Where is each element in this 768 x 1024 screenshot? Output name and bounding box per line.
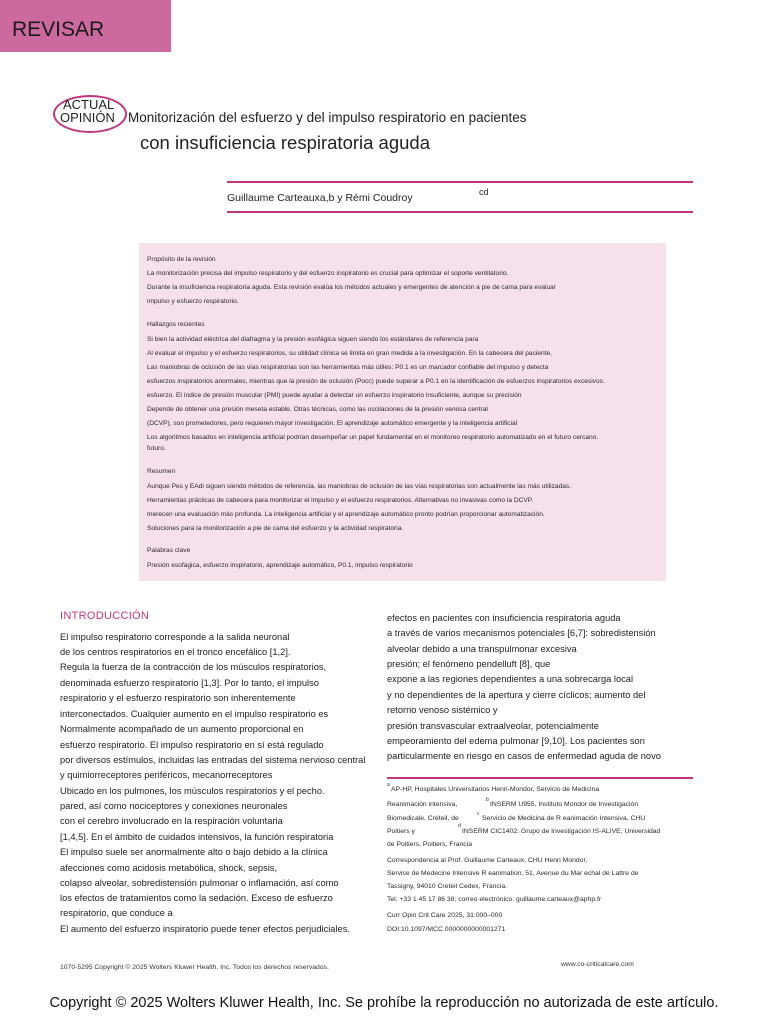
body-line: esfuerzo respiratorio. El impulso respiratorio en sí está regulado	[60, 740, 324, 750]
abstract-line: esfuerzo. El índice de presión muscular (PMI) puede ayudar a detectar un esfuerzo inspiratorio insuficiente, aunque su precisión	[147, 392, 522, 399]
aff-line: Reanimación intensiva,	[387, 801, 458, 808]
doi: DOI:10.1097/MCC.0000000000001271	[387, 926, 506, 933]
copyright-notice: Copyright © 2025 Wolters Kluwer Health, Inc. Se prohíbe la reproducción no autorizada de este artículo.	[49, 995, 719, 1011]
abstract-line: Soluciones para la monitorización a pie de cama del esfuerzo y la actividad respiratoria.	[147, 525, 404, 532]
aff-sup-c: c	[477, 811, 480, 817]
body-line: y no dependientes de la apertura y cierre cíclicos; aumento del	[387, 690, 646, 700]
body-line: retorno venoso sistémico y	[387, 705, 498, 715]
body-line: colapso alveolar, sobredistensión pulmonar o inflamación, así como	[60, 878, 339, 888]
aff-line: de Poitiers, Poitiers, Francia	[387, 841, 472, 848]
abstract-heading-summary: Resumen	[147, 468, 176, 475]
body-line: afecciones como acidosis metabólica, shock, sepsis,	[60, 863, 278, 873]
body-line: de los centros respiratorios en el tronco encefálico [1,2].	[60, 647, 291, 657]
affiliation-rule	[387, 777, 693, 779]
abstract-line: impulso y esfuerzo respiratorio.	[147, 298, 239, 305]
abstract-line: Herramientas prácticas de cabecera para monitorizar el impulso y el esfuerzo respiratorios. Alternativas no invasivas como la DCVP.	[147, 497, 534, 504]
body-line: particularmente en riesgo en casos de enfermedad aguda de novo	[387, 751, 661, 761]
aff-sup-d: d	[458, 823, 461, 829]
body-line: denominada esfuerzo respiratorio [1,3]. Por lo tanto, el impulso	[60, 678, 319, 688]
body-line: respiratorio y el esfuerzo respiratorio son inherentemente	[60, 693, 296, 703]
body-line: interconectados. Cualquier aumento en el impulso respiratorio es	[60, 709, 329, 719]
author-rule-top	[227, 181, 693, 183]
journal-citation: Curr Opin Crit Care 2025, 31:000–000	[387, 912, 503, 919]
correspondence-line: Tassigny, 94010 Creteil Cedex, Francia.	[387, 883, 508, 890]
aff-line: Poitiers y	[387, 828, 415, 835]
correspondence-email: Tel: +33 1 45 17 86 38; correo electrónico: guillaume.carteaux@aphp.fr	[387, 896, 602, 903]
body-line: pared, así como nociceptores y conexiones neuronales	[60, 801, 288, 811]
body-line: a través de varios mecanismos potenciales [6,7]: sobredistensión	[387, 628, 656, 638]
abstract-line: Depende de obtener una presión meseta estable. Otras técnicas, como las oscilaciones de la presión venosa central	[147, 406, 488, 413]
footer-url[interactable]: www.co-criticalcare.com	[561, 961, 634, 968]
aff-line: Servicio de Medicina de R eanimación Intensiva, CHU	[482, 815, 646, 822]
body-line: presión; el fenómeno pendelluft [8], que	[387, 659, 551, 669]
abstract-line: Los algoritmos basados en inteligencia artificial podrían desempeñar un papel fundamental en el monitoreo respiratorio automatizado en el futuro cercano.	[147, 434, 599, 441]
abstract-line: La monitorización precisa del impulso respiratorio y del esfuerzo inspiratorio es crucial para optimizar el soporte ventilatorio.	[147, 270, 509, 277]
footer-issn: 1070-5295 Copyright © 2025 Wolters Kluwer Health, Inc. Todos los derechos reservados.	[60, 964, 329, 971]
body-line: El impulso suele ser anormalmente alto o bajo debido a la clínica	[60, 847, 328, 857]
body-line: con el cerebro involucrado en la respiración voluntaria	[60, 816, 283, 826]
body-line: alveolar debido a una transpulmonar excesiva	[387, 644, 577, 654]
abstract-box	[139, 243, 666, 581]
abstract-line: esfuerzos inspiratorios anormales, mientras que la presión de oclusión (Pocc) puede superar a P0.1 en la identificación de esfuerzos inspiratorios excesivos.	[147, 378, 605, 385]
aff-line: Biomedicale, Créteil, de	[387, 815, 459, 822]
aff-line: INSERM CIC1402, Grupo de Investigación IS-ALIVE, Universidad	[462, 828, 661, 835]
body-line: los efectos de tratamientos como la sedación. Exceso de esfuerzo	[60, 893, 333, 903]
logo-line-1: ACTUAL	[63, 97, 115, 112]
abstract-heading-purpose: Propósito de la revisión	[147, 256, 216, 263]
abstract-line: merecen una evaluación más profunda. La inteligencia artificial y el aprendizaje automático pronto podrían proporcionar automatización.	[147, 511, 545, 518]
body-line: presión transvascular extraalveolar, potencialmente	[387, 721, 599, 731]
abstract-heading-keywords: Palabras clave	[147, 547, 191, 554]
body-line: efectos en pacientes con insuficiencia respiratoria aguda	[387, 613, 621, 623]
aff-sup-a: a	[387, 782, 390, 788]
abstract-line: Si bien la actividad eléctrica del diafragma y la presión esofágica siguen siendo los estándares de referencia para	[147, 336, 479, 343]
correspondence-line: Correspondencia al Prof. Guillaume Carteaux, CHU Henri Mondor,	[387, 857, 588, 864]
body-line: por diversos estímulos, incluidas las entradas del sistema nervioso central	[60, 755, 366, 765]
author-superscript: cd	[479, 187, 489, 197]
section-heading-introduction: INTRODUCCIÓN	[60, 610, 150, 622]
abstract-line: Durante la insuficiencia respiratoria aguda. Esta revisión evalúa los métodos actuales y emergentes de atención a pie de cama para evaluar	[147, 284, 557, 291]
body-line: Ubicado en los pulmones, los músculos respiratorios y el pecho.	[60, 786, 325, 796]
authors	[227, 192, 413, 204]
body-line: El impulso respiratorio corresponde a la salida neuronal	[60, 632, 290, 642]
article-title-line-1: Monitorización del esfuerzo y del impulso respiratorio en pacientes	[128, 110, 527, 125]
abstract-line: futuro.	[147, 445, 166, 452]
body-line: Normalmente acompañado de un aumento proporcional en	[60, 724, 304, 734]
abstract-line: Al evaluar el impulso y el esfuerzo respiratorios, su utilidad clínica se limita en gran medida a la investigación. En la cabecera del paciente,	[147, 350, 552, 357]
body-line: empeoramiento del edema pulmonar [9,10]. Los pacientes son	[387, 736, 645, 746]
body-line: [1,4,5]. En el ámbito de cuidados intensivos, la función respiratoria	[60, 832, 334, 842]
abstract-line: (DCVP), son prometedores, pero requieren mayor investigación. El aprendizaje automático emergente y la inteligencia artificial	[147, 420, 518, 427]
aff-sup-b: b	[486, 797, 489, 803]
body-line: Regula la fuerza de la contracción de los músculos respiratorios,	[60, 662, 327, 672]
body-line: expone a las regiones dependientes a una sobrecarga local	[387, 674, 634, 684]
aff-line: INSERM U955, Instituto Mondor de Investigación	[490, 801, 639, 808]
logo-line-2: OPINIÓN	[60, 110, 115, 125]
author-names: Guillaume Carteauxa,b y Rémi Coudroy	[227, 192, 413, 204]
body-line: El aumento del esfuerzo inspiratorio puede tener efectos perjudiciales.	[60, 924, 350, 934]
correspondence-line: Service de Medecine Intensive R eanimation, 51, Avenue du Mar echal de Lattre de	[387, 870, 639, 877]
article-title-line-2: con insuficiencia respiratoria aguda	[140, 132, 431, 153]
abstract-line: Las maniobras de oclusión de las vías respiratorias son las herramientas más útiles: P0.1 es un marcador confiable del impulso y detecta	[147, 364, 549, 371]
abstract-heading-findings: Hallazgos recientes	[147, 321, 205, 328]
body-line: respiratorio, que conduce a	[60, 908, 173, 918]
abstract-keywords: Presión esofágica, esfuerzo inspiratorio, aprendizaje automático, P0.1, impulso respiratorio	[147, 562, 413, 569]
aff-line: AP-HP, Hospitales Universitarios Henri-Mondor, Servicio de Medicina	[391, 786, 600, 793]
review-badge: REVISAR	[0, 0, 171, 52]
body-line: y quimiorreceptores periféricos, mecanorreceptores	[60, 770, 273, 780]
author-rule-bottom	[227, 211, 693, 213]
abstract-line: Aunque Pes y EAdi siguen siendo métodos de referencia, las maniobras de oclusión de las vías respiratorias son actualmente las más utilizadas.	[147, 483, 572, 490]
